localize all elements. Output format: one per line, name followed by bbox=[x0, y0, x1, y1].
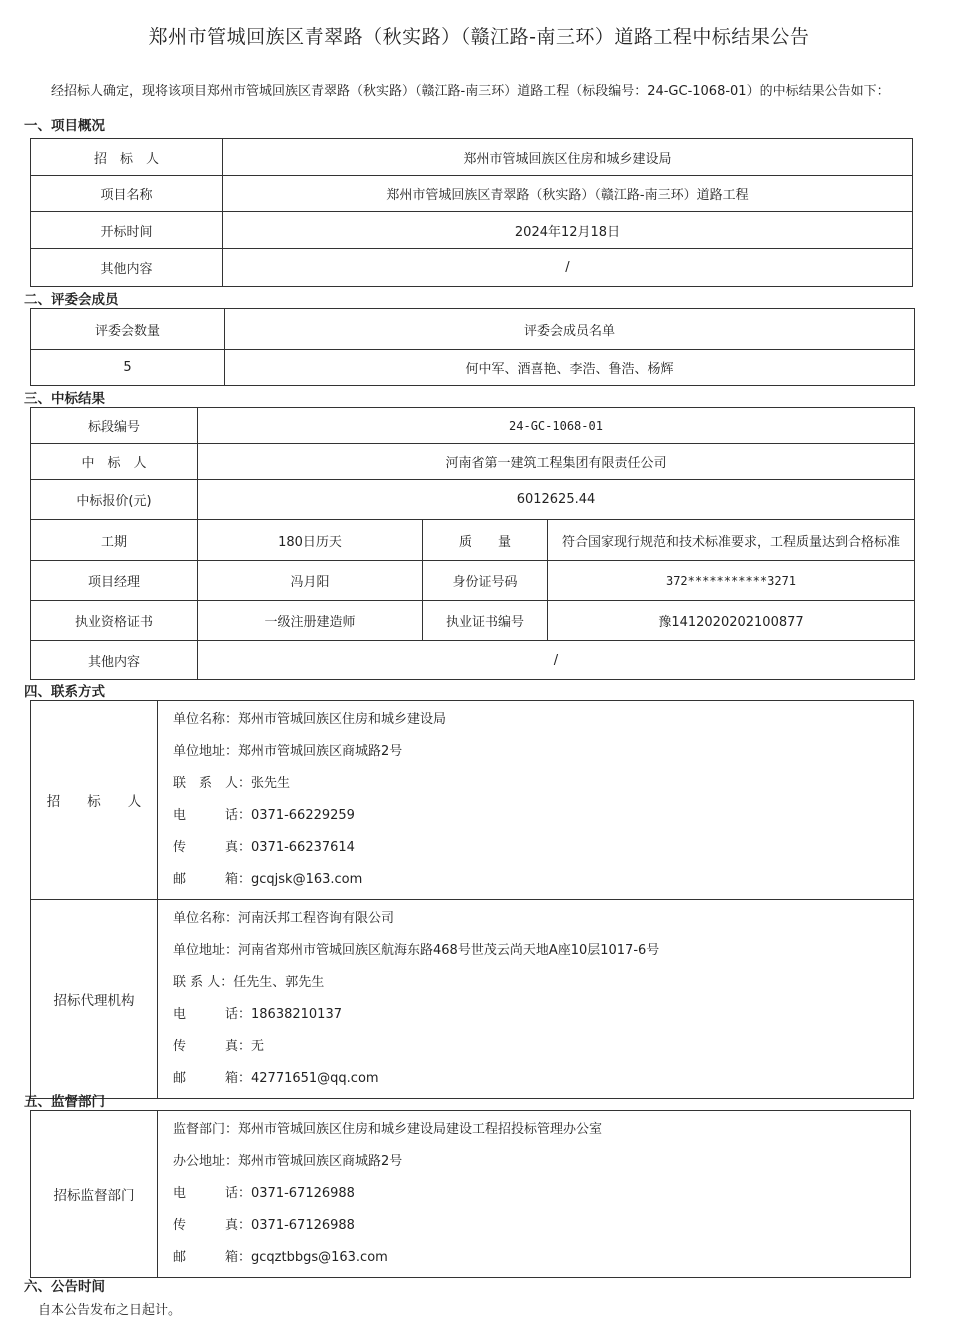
project-name-label: 项目名称 bbox=[31, 176, 223, 212]
table-row bbox=[31, 561, 915, 601]
table-row bbox=[31, 350, 915, 386]
section-heading-contacts: 四、联系方式 bbox=[24, 684, 105, 700]
supervision-email: 邮 箱：gcqztbbgs@163.com bbox=[173, 1250, 388, 1265]
agency-unit-address: 单位地址：河南省郑州市管城回族区航海东路468号世茂云尚天地A座10层1017-6号 bbox=[173, 943, 660, 958]
tenderer-label: 招 标 人 bbox=[31, 139, 223, 176]
supervision-info bbox=[158, 1111, 911, 1278]
certificate-value: 一级注册建造师 bbox=[198, 601, 423, 641]
section-heading-result: 三、中标结果 bbox=[24, 391, 105, 407]
contact-tenderer-label: 招 标 人 bbox=[31, 701, 158, 900]
table-row bbox=[31, 641, 915, 680]
agency-phone: 电 话：18638210137 bbox=[173, 1007, 342, 1022]
certificate-no-value: 豫1412020202100877 bbox=[548, 601, 915, 641]
committee-names-value: 何中军、酒喜艳、李浩、鲁浩、杨辉 bbox=[225, 350, 915, 386]
manager-value: 冯月阳 bbox=[198, 561, 423, 601]
table-row bbox=[31, 444, 915, 480]
agency-contact-person: 联 系 人：任先生、郭先生 bbox=[173, 975, 325, 990]
tenderer-unit-address: 单位地址：郑州市管城回族区商城路2号 bbox=[173, 744, 403, 759]
project-name-value: 郑州市管城回族区青翠路（秋实路）（赣江路-南三环）道路工程 bbox=[223, 176, 913, 212]
committee-count-label: 评委会数量 bbox=[31, 309, 225, 350]
table-row bbox=[31, 408, 915, 444]
supervision-address: 办公地址：郑州市管城回族区商城路2号 bbox=[173, 1154, 403, 1169]
tenderer-contact-person: 联 系 人：张先生 bbox=[173, 776, 291, 791]
table-row bbox=[31, 701, 914, 900]
manager-label: 项目经理 bbox=[31, 561, 198, 601]
committee-count-value: 5 bbox=[31, 350, 225, 386]
result-other-label: 其他内容 bbox=[31, 641, 198, 680]
tenderer-unit-name: 单位名称：郑州市管城回族区住房和城乡建设局 bbox=[173, 712, 447, 727]
agency-fax: 传 真：无 bbox=[173, 1039, 265, 1054]
supervision-fax: 传 真：0371-67126988 bbox=[173, 1218, 355, 1233]
table-row bbox=[31, 480, 915, 520]
supervision-label: 招标监督部门 bbox=[31, 1111, 158, 1278]
agency-email: 邮 箱：42771651@qq.com bbox=[173, 1071, 379, 1086]
table-row bbox=[31, 520, 915, 561]
quality-label: 质 量 bbox=[423, 520, 548, 561]
table-row bbox=[31, 309, 915, 350]
bid-price-label: 中标报价(元) bbox=[31, 480, 198, 520]
period-label: 工期 bbox=[31, 520, 198, 561]
overview-table bbox=[30, 138, 913, 287]
page-title: 郑州市管城回族区青翠路（秋实路）（赣江路-南三环）道路工程中标结果公告 bbox=[148, 26, 810, 48]
section-heading-committee: 二、评委会成员 bbox=[24, 292, 119, 308]
tenderer-value: 郑州市管城回族区住房和城乡建设局 bbox=[223, 139, 913, 176]
section-no-value: 24-GC-1068-01 bbox=[198, 408, 915, 444]
id-number-label: 身份证号码 bbox=[423, 561, 548, 601]
supervision-table bbox=[30, 1110, 911, 1278]
tenderer-email: 邮 箱：gcqjsk@163.com bbox=[173, 872, 363, 887]
table-row bbox=[31, 212, 913, 249]
certificate-label: 执业资格证书 bbox=[31, 601, 198, 641]
section-heading-overview: 一、项目概况 bbox=[24, 118, 105, 134]
table-row bbox=[31, 601, 915, 641]
other-content-value: / bbox=[223, 249, 913, 287]
notice-time-text: 自本公告发布之日起计。 bbox=[38, 1303, 182, 1318]
quality-value: 符合国家现行规范和技术标准要求，工程质量达到合格标准 bbox=[548, 520, 915, 561]
section-no-label: 标段编号 bbox=[31, 408, 198, 444]
bid-price-value: 6012625.44 bbox=[198, 480, 915, 520]
winner-value: 河南省第一建筑工程集团有限责任公司 bbox=[198, 444, 915, 480]
result-other-value: / bbox=[198, 641, 915, 680]
bid-open-time-value: 2024年12月18日 bbox=[223, 212, 913, 249]
section-heading-supervision: 五、监督部门 bbox=[24, 1094, 105, 1110]
bid-open-time-label: 开标时间 bbox=[31, 212, 223, 249]
result-table bbox=[30, 407, 915, 680]
table-row bbox=[31, 900, 914, 1099]
supervision-phone: 电 话：0371-67126988 bbox=[173, 1186, 355, 1201]
committee-names-label: 评委会成员名单 bbox=[225, 309, 915, 350]
other-content-label: 其他内容 bbox=[31, 249, 223, 287]
committee-table bbox=[30, 308, 915, 386]
tenderer-fax: 传 真：0371-66237614 bbox=[173, 840, 355, 855]
tenderer-phone: 电 话：0371-66229259 bbox=[173, 808, 355, 823]
supervision-department: 监督部门：郑州市管城回族区住房和城乡建设局建设工程招投标管理办公室 bbox=[173, 1122, 603, 1137]
contacts-table bbox=[30, 700, 914, 1099]
id-number-value: 372***********3271 bbox=[548, 561, 915, 601]
table-row bbox=[31, 249, 913, 287]
winner-label: 中 标 人 bbox=[31, 444, 198, 480]
contact-agency-info bbox=[158, 900, 914, 1099]
section-heading-notice-time: 六、公告时间 bbox=[24, 1279, 105, 1295]
table-row bbox=[31, 1111, 911, 1278]
contact-tenderer-info bbox=[158, 701, 914, 900]
intro-paragraph: 经招标人确定，现将该项目郑州市管城回族区青翠路（秋实路）（赣江路-南三环）道路工程（标段编号：24-GC-1068-01）的中标结果公告如下： bbox=[51, 84, 890, 99]
period-value: 180日历天 bbox=[198, 520, 423, 561]
certificate-no-label: 执业证书编号 bbox=[423, 601, 548, 641]
agency-unit-name: 单位名称：河南沃邦工程咨询有限公司 bbox=[173, 911, 395, 926]
table-row bbox=[31, 176, 913, 212]
table-row bbox=[31, 139, 913, 176]
contact-agency-label: 招标代理机构 bbox=[31, 900, 158, 1099]
